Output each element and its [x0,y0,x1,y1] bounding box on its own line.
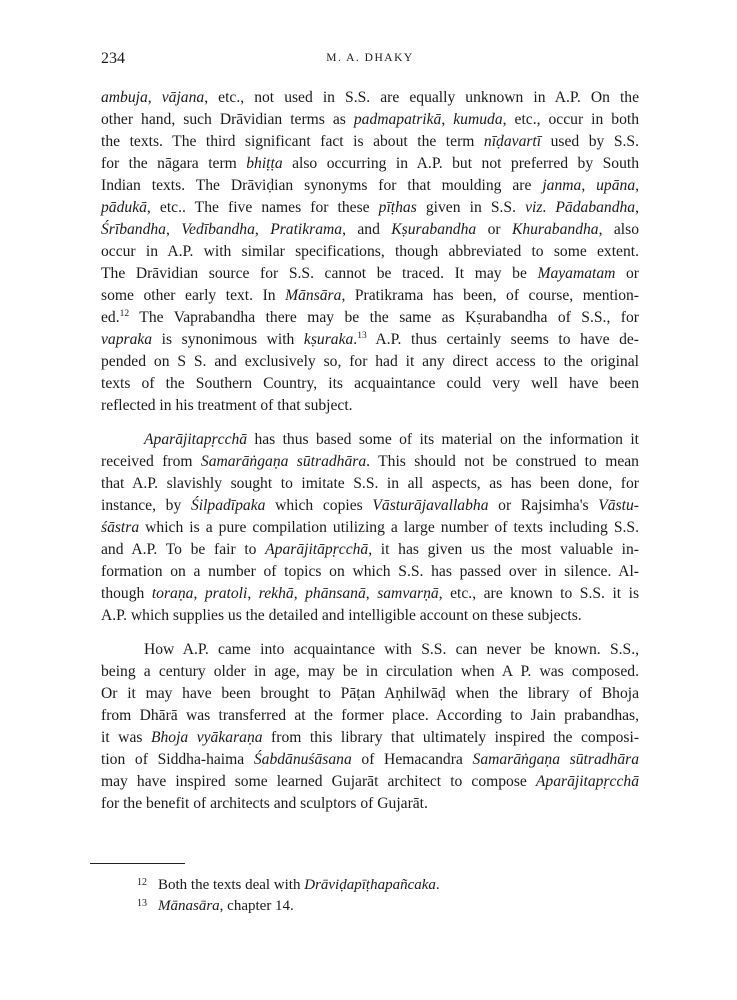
footnotes [137,872,637,914]
text-line: How A.P. came into acquaintance with S.S. can never be known. S.S., [144,641,639,658]
footnote-text: Both the texts deal with Drāviḍapīṭhapañcaka. [158,877,440,893]
text-line: received from Samarāṅgaṇa sūtradhāra. This should not be construed to mean [101,453,639,470]
text-line: texts of the Southern Country, its acquaintance could very well have been [101,375,639,392]
text-line: it was Bhoja vyākaraṇa from this library that ultimately inspired the composi- [101,729,640,746]
text-line: that A.P. slavishly sought to imitate S.S. in all aspects, as has been done, for [101,475,639,492]
page-number: 234 [101,50,125,67]
footnote-divider [90,863,185,864]
footnote-number: 12 [137,877,147,888]
text-line: for the nāgara term bhiṭṭa also occurring in A.P. but not preferred by South [101,155,639,172]
text-line: instance, by Śilpadīpaka which copies Vāsturājavallabha or Rajsimha's Vāstu- [101,497,639,514]
text-line: The Drāvidian source for S.S. cannot be traced. It may be Mayamatam or [101,265,640,282]
footnote [137,893,637,914]
text-line: occur in A.P. with similar specifications, though abbreviated to some extent. [101,243,639,260]
text-line: vapraka is synonimous with kṣuraka.$^{13}$ A.P. thus certainly seems to have de- [101,330,639,348]
text-line: from Dhārā was transferred at the former place. According to Jain prabandhas, [101,707,639,724]
text-line: Or it may have been brought to Pāṭan Aṇhilwāḍ when the library of Bhoja [101,685,639,702]
text-line: reflected in his treatment of that subject. [101,397,353,414]
text-line: pended on S S. and exclusively so, for had it any direct access to the original [101,353,639,370]
text-line: A.P. which supplies us the detailed and intelligible account on these subjects. [101,607,582,624]
text-line: Indian texts. The Drāviḍian synonyms for that moulding are janma, upāna, [101,177,640,194]
text-line: may have inspired some learned Gujarāt architect to compose Aparājitapṛcchā [101,773,639,790]
text-line: śāstra which is a pure compilation utilizing a large number of texts including S.S. [101,519,639,536]
footnote [137,872,637,893]
text-line: the texts. The third significant fact is about the term nīḍavartī used by S.S. [101,133,639,150]
paragraph [101,87,639,417]
paragraph-gap [101,627,639,639]
paragraph [101,429,639,627]
text-line: Śrībandha, Vedībandha, Pratikrama, and Kṣurabandha or Khurabandha, also [101,221,639,238]
text-line: though toraṇa, pratoli, rekhā, phānsanā, samvarṇā, etc., are known to S.S. it is [101,585,640,602]
text-line: Aparājitapṛcchā has thus based some of its material on the information it [144,431,639,448]
text-line: being a century older in age, may be in circulation when A P. was composed. [101,663,639,680]
paragraph-gap [101,417,639,429]
text-line: for the benefit of architects and sculptors of Gujarāt. [101,795,428,812]
footnote-text: Mānasāra, chapter 14. [158,898,294,914]
paragraph [101,639,639,815]
text-line: and A.P. To be fair to Aparājitāpṛcchā, it has given us the most valuable in- [101,541,639,558]
text-line: ed.$^{12}$ The Vaprabandha there may be the same as Kṣurabandha of S.S., for [101,308,639,326]
text-line: formation on a number of topics on which S.S. has passed over in silence. Al- [101,563,639,580]
text-line: some other early text. In Mānsāra, Pratikrama has been, of course, mention- [101,287,639,304]
text-line: ambuja, vājana, etc., not used in S.S. are equally unknown in A.P. On the [101,89,639,106]
running-head [101,50,639,70]
footnote-number: 13 [137,898,147,909]
text-line: other hand, such Drāvidian terms as padmapatrikā, kumuda, etc., occur in both [101,111,639,128]
text-line: pādukā, etc.. The five names for these pīṭhas given in S.S. viz. Pādabandha, [101,199,640,216]
body-text [101,87,639,815]
text-line: tion of Siddha-haima Śabdānuśāsana of Hemacandra Samarāṅgaṇa sūtradhāra [101,751,639,768]
running-head-author: M. A. DHAKY [326,52,414,64]
